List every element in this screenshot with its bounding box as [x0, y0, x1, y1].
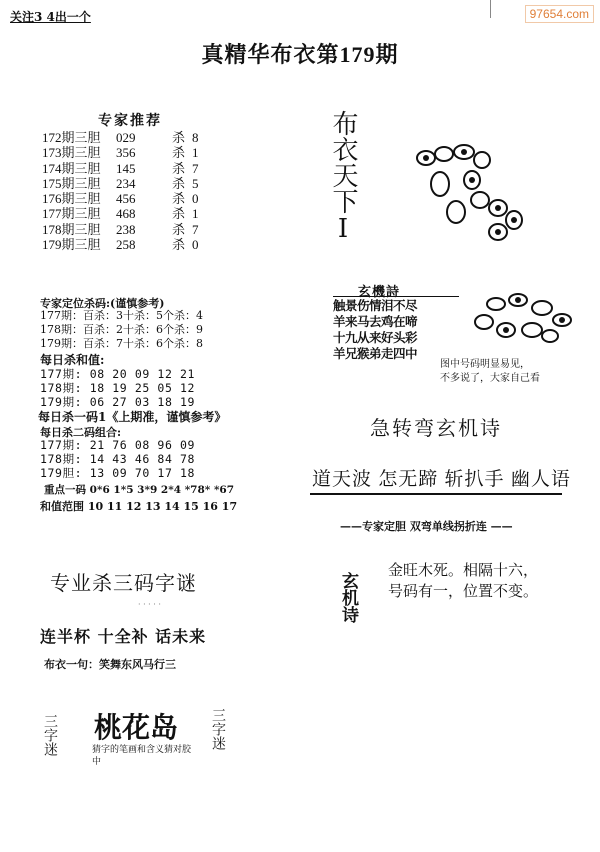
- page-title: 真精华布衣第179期: [201, 42, 399, 67]
- top-note: 关注3 4出一个: [10, 10, 91, 24]
- pro-kill-title: 专业杀三码字谜: [50, 571, 197, 595]
- list-item: 177期: 21 76 08 96 09: [40, 438, 196, 452]
- sum-range: 和值范围 10 11 12 13 14 15 16 17: [40, 500, 238, 513]
- daily-two-list: [40, 438, 195, 480]
- three-riddle-left: 三字迷: [42, 714, 58, 756]
- expert-title: 专家推荐: [98, 113, 162, 129]
- bead-chain-figure: [410, 140, 550, 250]
- kill-position-title: 专家定位杀码:(谨慎参考): [40, 297, 165, 310]
- expert-row: 172期三胆 029 杀 8: [42, 130, 199, 145]
- expert-row: 179期三胆 258 杀 0: [42, 237, 199, 253]
- expert-row: 177期三胆 468 杀 1: [42, 206, 199, 222]
- expert-row: 173期三胆 356 杀 1: [42, 145, 199, 161]
- list-item: 178期: 18 19 25 05 12: [40, 381, 196, 395]
- buyi-line: 布衣一句：笑舞东风马行三: [44, 658, 176, 671]
- caption-line: 不多说了，大家自己看: [440, 373, 540, 384]
- daily-kill-title: 每日杀和值:: [40, 353, 105, 367]
- daily-kill-list: [40, 367, 195, 409]
- list-item: 177期: 08 20 09 12 21: [40, 367, 196, 381]
- pro-kill-dots: · · · · ·: [138, 600, 161, 609]
- daily-two-title: 每日杀二码组合:: [40, 426, 122, 439]
- expert-row: 174期三胆 145 杀 7: [42, 160, 199, 176]
- riddle-line: 连半杯 十全补 话未来: [40, 627, 207, 646]
- buyi-vertical-title: 布衣天下Ⅰ: [328, 110, 358, 244]
- figure-caption: [440, 358, 580, 386]
- poem-line: 号码有一，位置不变。: [388, 582, 539, 600]
- guess-note: 猜字的笔画和含义猜对胶中: [92, 745, 192, 767]
- poem-line: 羊来马去鸡在啼: [333, 315, 418, 329]
- site-watermark[interactable]: 97654.com: [525, 5, 594, 23]
- poem-line: 羊兄猴弟走四中: [333, 347, 418, 361]
- list-item: 178期：百杀：2十杀：6个杀：9: [40, 323, 203, 336]
- list-item: 179胆: 13 09 70 17 18: [40, 466, 196, 480]
- riddle-poem-title: 急转弯玄机诗: [370, 416, 502, 440]
- expert-row: 178期三胆 238 杀 7: [42, 221, 199, 237]
- list-item: 178期: 14 43 46 84 78: [40, 452, 196, 466]
- xuanji-box: [333, 296, 459, 362]
- riddle-poem-line: 道天波 怎无蹄 斩扒手 幽人语: [312, 469, 571, 490]
- key-combos: 重点一码 0*6 1*5 3*9 2*4 *78* *67: [44, 484, 235, 496]
- expert-row: 175期三胆 234 杀 5: [42, 175, 199, 191]
- daily-one-title: 每日杀一码1《上期准，谨慎参考》: [38, 410, 227, 424]
- list-item: 179期: 06 27 03 18 19: [40, 395, 196, 409]
- kill-position-list: [40, 309, 203, 351]
- poem-line: 十九从来好头彩: [333, 331, 418, 345]
- poem-line: 金旺木死。相隔十六，: [388, 561, 539, 579]
- xuanji-vertical-title: 玄机诗: [338, 572, 358, 623]
- divider: [310, 493, 562, 495]
- divider: [490, 0, 491, 18]
- expert-row: 176期三胆 456 杀 0: [42, 191, 199, 207]
- xuanji-poem: [388, 560, 538, 602]
- bead-ring-figure: [466, 290, 586, 350]
- list-item: 177期：百杀：3十杀：5个杀：4: [40, 309, 203, 322]
- three-riddle-right: 三字迷: [210, 708, 226, 750]
- xuanji-title: 玄機詩: [358, 285, 401, 300]
- list-item: 179期：百杀：7十杀：6个杀：8: [40, 337, 203, 350]
- riddle-answer-title: 桃花岛: [94, 711, 179, 744]
- poem-line: 触景伤情泪不尽: [333, 299, 418, 313]
- expert-list: [42, 130, 199, 252]
- caption-line: 图中号码明显易见，: [440, 359, 530, 370]
- expert-lock-line: ——专家定胆 双弯单线拐折连 ——: [340, 520, 513, 533]
